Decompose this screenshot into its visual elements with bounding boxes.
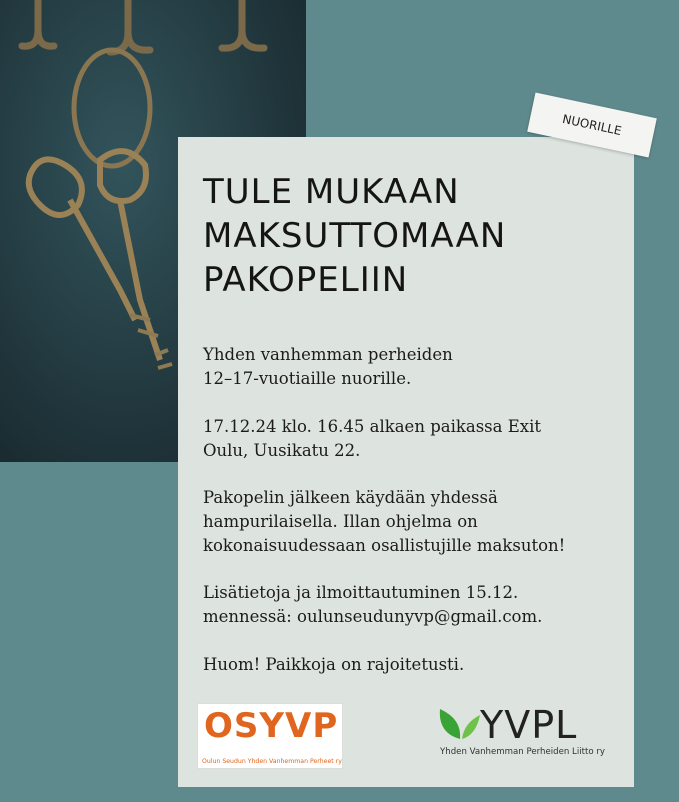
- registration-paragraph: [203, 581, 623, 629]
- yvpl-logo-subtitle: Yhden Vanhemman Perheiden Liitto ry: [440, 747, 605, 757]
- yvpl-logo-text: YVPL: [480, 703, 578, 747]
- program-paragraph: [203, 486, 623, 558]
- audience-badge: NUORILLE: [527, 93, 657, 158]
- text-line: kokonaisuudessaan osallistujille maksuton!: [203, 536, 566, 555]
- text-line: hampurilaisella. Illan ohjelma on: [203, 512, 478, 531]
- leaf-icon: [436, 705, 484, 745]
- yvpl-logo: [436, 705, 626, 765]
- audience-paragraph: [203, 343, 623, 391]
- text-line: 12–17-vuotiaille nuorille.: [203, 369, 412, 388]
- text-line: mennessä: oulunseudunyvp@gmail.com.: [203, 607, 543, 626]
- time-place-paragraph: [203, 415, 623, 463]
- text-line: Yhden vanhemman perheiden: [203, 345, 453, 364]
- headline-line: MAKSUTTOMAAN: [203, 216, 507, 256]
- text-line: Huom! Paikkoja on rajoitetusti.: [203, 655, 465, 674]
- text-line: 17.12.24 klo. 16.45 alkaen paikassa Exit: [203, 417, 541, 436]
- headline: [203, 170, 506, 302]
- osyvp-logo: [197, 703, 343, 769]
- text-line: Oulu, Uusikatu 22.: [203, 441, 361, 460]
- headline-line: TULE MUKAAN: [203, 172, 460, 212]
- limited-places-note: [203, 653, 623, 677]
- text-line: Lisätietoja ja ilmoittautuminen 15.12.: [203, 583, 519, 602]
- text-line: Pakopelin jälkeen käydään yhdessä: [203, 488, 498, 507]
- osyvp-logo-text: OSYVP: [204, 706, 339, 746]
- osyvp-logo-subtitle: Oulun Seudun Yhden Vanhemman Perheet ry: [202, 758, 342, 765]
- headline-line: PAKOPELIIN: [203, 260, 409, 300]
